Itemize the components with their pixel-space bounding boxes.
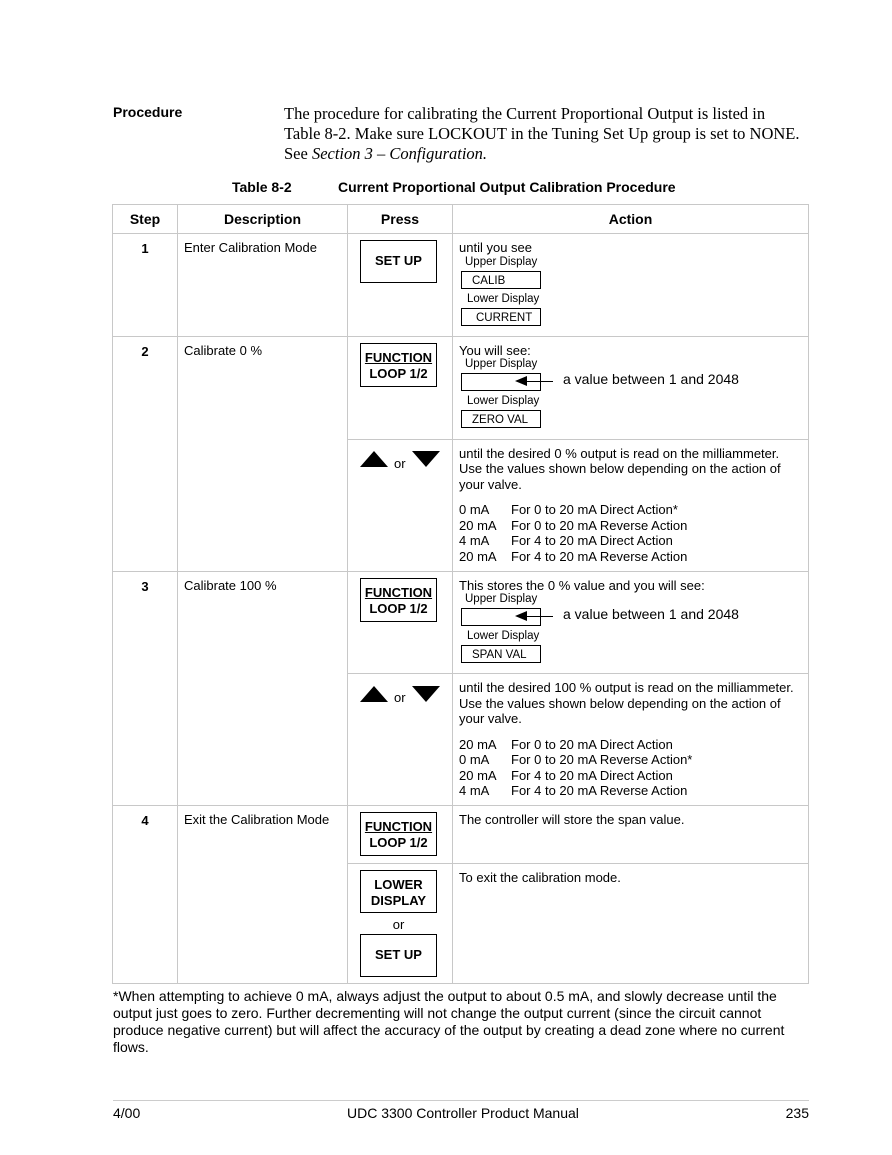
page-footer — [113, 1100, 809, 1121]
table-title: Current Proportional Output Calibration Procedure — [338, 179, 676, 195]
action-text: until the desired 0 % output is read on the milliammeter. Use the values shown below depending on the action of your valve. — [459, 445, 781, 492]
or-text: or — [394, 690, 406, 705]
action-cell — [453, 439, 809, 571]
footer-title: UDC 3300 Controller Product Manual — [347, 1105, 579, 1121]
table-row — [113, 336, 809, 439]
function-loop-key — [360, 578, 437, 622]
step-number — [113, 336, 178, 571]
ma-description: For 0 to 20 mA Direct Action — [511, 736, 673, 752]
table-number: Table 8-2 — [232, 179, 292, 195]
list-item — [459, 752, 802, 768]
set-up-key: SET UP — [360, 934, 437, 977]
ma-description: For 4 to 20 mA Reverse Action — [511, 783, 688, 798]
section-label: Procedure — [113, 104, 183, 120]
lower-display-box: ZERO VAL — [461, 410, 541, 428]
up-arrow-icon — [360, 686, 388, 702]
list-item — [459, 783, 802, 799]
intro-text: The procedure for calibrating the Current Proportional Output is listed in Table 8-2. Make sure LOCKOUT in the Tuning Set Up group is set to NONE. See — [284, 104, 800, 163]
footnote: *When attempting to achieve 0 mA, always adjust the output to about 0.5 mA, and slowly decrease until the output just goes to zero. Further decrementing will not change the output current (since the circuit cannot produce negative current) but will affect the accuracy of the output by creating a dead zone where no current flows. — [113, 988, 785, 1055]
action-content — [453, 337, 808, 439]
loop-key-label: LOOP 1/2 — [369, 365, 428, 381]
step-description — [178, 571, 348, 806]
upper-display-box — [461, 608, 541, 626]
action-content — [453, 440, 808, 571]
list-item — [459, 549, 802, 565]
press-cell — [348, 336, 453, 439]
ma-value: 20 mA — [459, 767, 497, 783]
upper-display-label: Upper Display — [465, 358, 538, 370]
lower-key-label: LOWER — [374, 877, 423, 892]
action-cell — [453, 336, 809, 439]
list-item — [459, 768, 802, 784]
step-description — [178, 806, 348, 984]
function-key-label: FUNCTION — [364, 819, 433, 834]
function-key-label: FUNCTION — [364, 584, 433, 600]
arrow-keys — [360, 448, 452, 471]
list-item — [459, 737, 802, 753]
upper-display-box: CALIB — [461, 271, 541, 289]
press-cell — [348, 571, 453, 674]
list-item — [459, 502, 802, 518]
ma-description: For 0 to 20 mA Reverse Action — [511, 517, 688, 533]
pointer-line — [519, 381, 553, 382]
action-text: until you see — [459, 240, 532, 255]
header-description: Description — [178, 205, 348, 234]
upper-display-box — [461, 373, 541, 391]
down-arrow-icon — [412, 686, 440, 702]
value-range-note: a value between 1 and 2048 — [563, 371, 739, 387]
step-number — [113, 571, 178, 806]
step-description — [178, 336, 348, 571]
or-text: or — [394, 455, 406, 471]
table-row — [113, 234, 809, 337]
action-text: until the desired 100 % output is read on the milliammeter. Use the values shown below depending on the action of your valve. — [459, 680, 794, 726]
intro-paragraph — [284, 104, 804, 164]
action-cell — [453, 674, 809, 806]
pointer-line — [519, 616, 553, 617]
function-key-label: FUNCTION — [364, 349, 433, 365]
press-cell — [348, 806, 453, 864]
table-header-row — [113, 205, 809, 234]
action-text: To exit the calibration mode. — [459, 870, 621, 885]
press-cell — [348, 439, 453, 571]
table-caption — [232, 179, 676, 195]
ma-value: 0 mA — [459, 502, 490, 517]
page-number: 235 — [785, 1105, 809, 1121]
down-arrow-icon — [412, 451, 440, 467]
footer-date: 4/00 — [113, 1105, 141, 1121]
action-text: The controller will store the span value. — [459, 812, 685, 827]
ma-value: 0 mA — [459, 752, 490, 767]
upper-display-label: Upper Display — [465, 593, 538, 605]
set-up-key: SET UP — [360, 240, 437, 283]
step-description-text: Calibrate 100 % — [184, 577, 277, 593]
or-text: or — [392, 917, 405, 932]
list-item — [459, 533, 802, 549]
table-row — [113, 571, 809, 674]
calibration-table — [112, 204, 809, 984]
step-description — [178, 234, 348, 337]
header-press: Press — [348, 205, 453, 234]
header-step: Step — [113, 205, 178, 234]
press-cell — [348, 234, 453, 337]
arrow-keys — [360, 682, 452, 705]
step-number — [113, 806, 178, 984]
step-number-text: 3 — [141, 578, 149, 594]
step-description-text: Enter Calibration Mode — [184, 240, 317, 255]
function-loop-key — [360, 812, 437, 856]
action-cell — [453, 864, 809, 984]
loop-key-label: LOOP 1/2 — [369, 600, 428, 616]
lower-display-box: SPAN VAL — [461, 645, 541, 663]
ma-description: For 4 to 20 mA Reverse Action — [511, 548, 688, 564]
section-reference: Section 3 – Configuration. — [311, 144, 488, 163]
ma-value: 20 mA — [459, 517, 497, 533]
press-cell — [348, 864, 453, 984]
action-text: This stores the 0 % value and you will see: — [459, 577, 705, 593]
step-description-text: Exit the Calibration Mode — [184, 812, 330, 827]
step-number-text: 2 — [141, 343, 149, 359]
up-arrow-icon — [360, 451, 388, 467]
table-row — [113, 806, 809, 864]
lower-display-label: Lower Display — [467, 395, 540, 407]
lower-display-key — [360, 870, 437, 913]
header-action: Action — [453, 205, 809, 234]
ma-description: For 4 to 20 mA Direct Action — [511, 767, 673, 783]
action-cell — [453, 571, 809, 674]
ma-value: 4 mA — [459, 783, 490, 798]
step-number — [113, 234, 178, 337]
function-loop-key — [360, 343, 437, 387]
step-description-text: Calibrate 0 % — [184, 342, 263, 358]
action-text: You will see: — [459, 342, 531, 358]
ma-value: 20 mA — [459, 736, 497, 752]
ma-value: 20 mA — [459, 548, 497, 564]
list-item — [459, 518, 802, 534]
step-number-text: 1 — [141, 241, 149, 256]
ma-description: For 0 to 20 mA Direct Action* — [511, 502, 678, 517]
press-cell — [348, 674, 453, 806]
ma-description: For 4 to 20 mA Direct Action — [511, 533, 673, 548]
lower-display-label: Lower Display — [467, 292, 540, 305]
ma-value: 4 mA — [459, 533, 490, 548]
lower-display-label: Lower Display — [467, 630, 540, 642]
step-number-text: 4 — [141, 813, 149, 828]
lower-display-box: CURRENT — [461, 308, 541, 326]
upper-display-row — [459, 608, 802, 626]
ma-description: For 0 to 20 mA Reverse Action* — [511, 752, 693, 767]
value-range-note: a value between 1 and 2048 — [563, 606, 739, 622]
action-content — [453, 674, 808, 805]
action-cell — [453, 806, 809, 864]
action-content — [453, 572, 808, 674]
action-content — [453, 234, 808, 336]
upper-display-row — [459, 373, 802, 391]
action-cell — [453, 234, 809, 337]
display-key-label: DISPLAY — [370, 893, 427, 908]
loop-key-label: LOOP 1/2 — [369, 835, 428, 850]
upper-display-label: Upper Display — [465, 255, 538, 268]
